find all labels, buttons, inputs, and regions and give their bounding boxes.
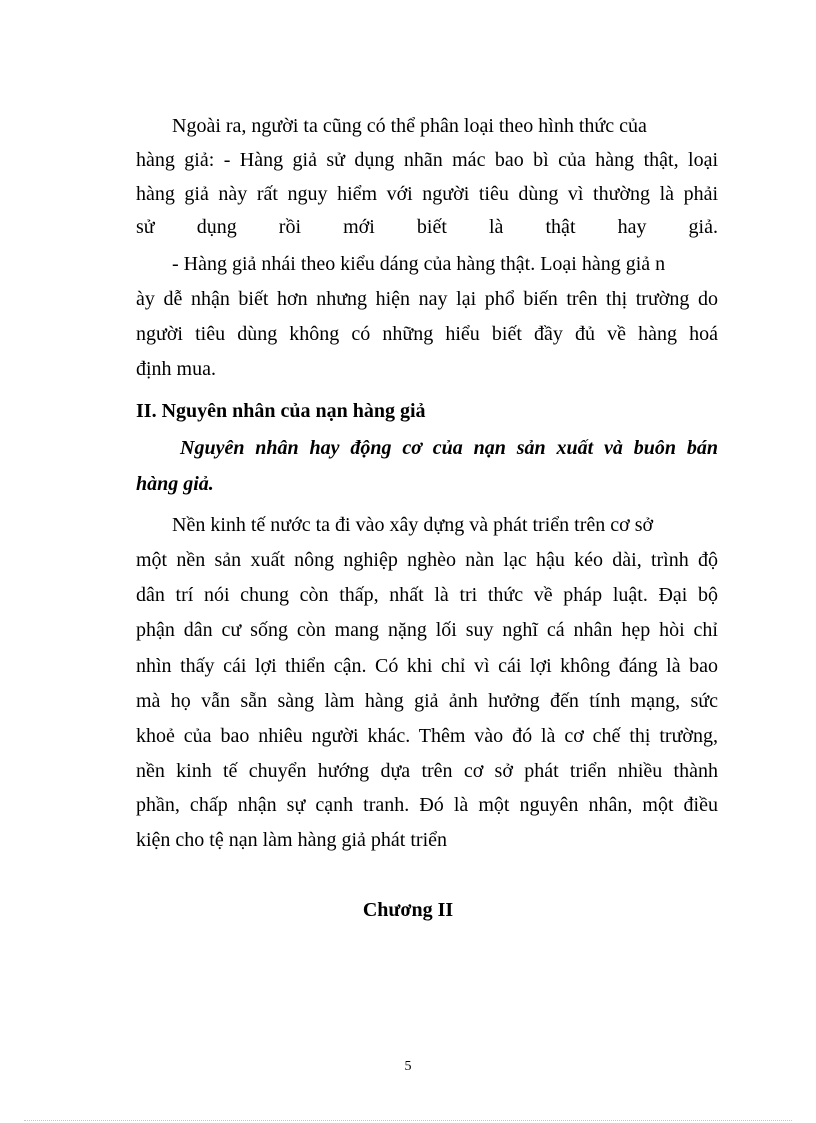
subheading-line: hàng giả. [136, 473, 214, 495]
paragraph-line: - Hàng giả nhái theo kiểu dáng của hàng thật. Loại hàng giả n [172, 253, 666, 275]
section-heading: II. Nguyên nhân của nạn hàng giả [136, 400, 426, 422]
paragraph-line: nhìn thấy cái lợi thiển cận. Có khi chỉ vì cái lợi không đáng là bao [136, 655, 718, 677]
paragraph-line: hàng giả: - Hàng giả sử dụng nhãn mác bao bì của hàng thật, loại [136, 149, 718, 171]
page-number: 5 [404, 1059, 412, 1074]
paragraph-line: dân trí nói chung còn thấp, nhất là tri thức về pháp luật. Đại bộ [136, 584, 718, 606]
chapter-heading: Chương II [362, 899, 454, 921]
paragraph-line: kiện cho tệ nạn làm hàng giả phát triển [136, 829, 448, 851]
paragraph-line: hàng giả này rất nguy hiểm với người tiêu dùng vì thường là phải [136, 183, 718, 205]
paragraph-line: phận dân cư sống còn mang nặng lối suy nghĩ cá nhân hẹp hòi chỉ [136, 619, 718, 641]
paragraph-line: khoẻ của bao nhiêu người khác. Thêm vào đó là cơ chế thị trường, [136, 725, 718, 747]
paragraph-line: phần, chấp nhận sự cạnh tranh. Đó là một nguyên nhân, một điều [136, 794, 718, 816]
paragraph-line: nền kinh tế chuyển hướng dựa trên cơ sở phát triển nhiều thành [136, 760, 718, 782]
page-divider [24, 1120, 792, 1121]
paragraph-line: một nền sản xuất nông nghiệp nghèo nàn lạc hậu kéo dài, trình độ [136, 549, 718, 571]
paragraph-line: định mua. [136, 358, 216, 380]
subheading-line: Nguyên nhân hay động cơ của nạn sản xuất và buôn bán [180, 437, 718, 459]
paragraph-line: Ngoài ra, người ta cũng có thể phân loại theo hình thức của [172, 115, 647, 137]
paragraph-line: người tiêu dùng không có những hiểu biết đầy đủ về hàng hoá [136, 323, 718, 345]
paragraph-line: mà họ vẫn sẵn sàng làm hàng giả ảnh hưởng đến tính mạng, sức [136, 690, 718, 712]
paragraph-line: ày dễ nhận biết hơn nhưng hiện nay lại phổ biến trên thị trường do [136, 288, 718, 310]
paragraph-line: Nền kinh tế nước ta đi vào xây dựng và phát triển trên cơ sở [172, 514, 654, 536]
paragraph-line: sử dụng rồi mới biết là thật hay giả. [136, 216, 718, 238]
